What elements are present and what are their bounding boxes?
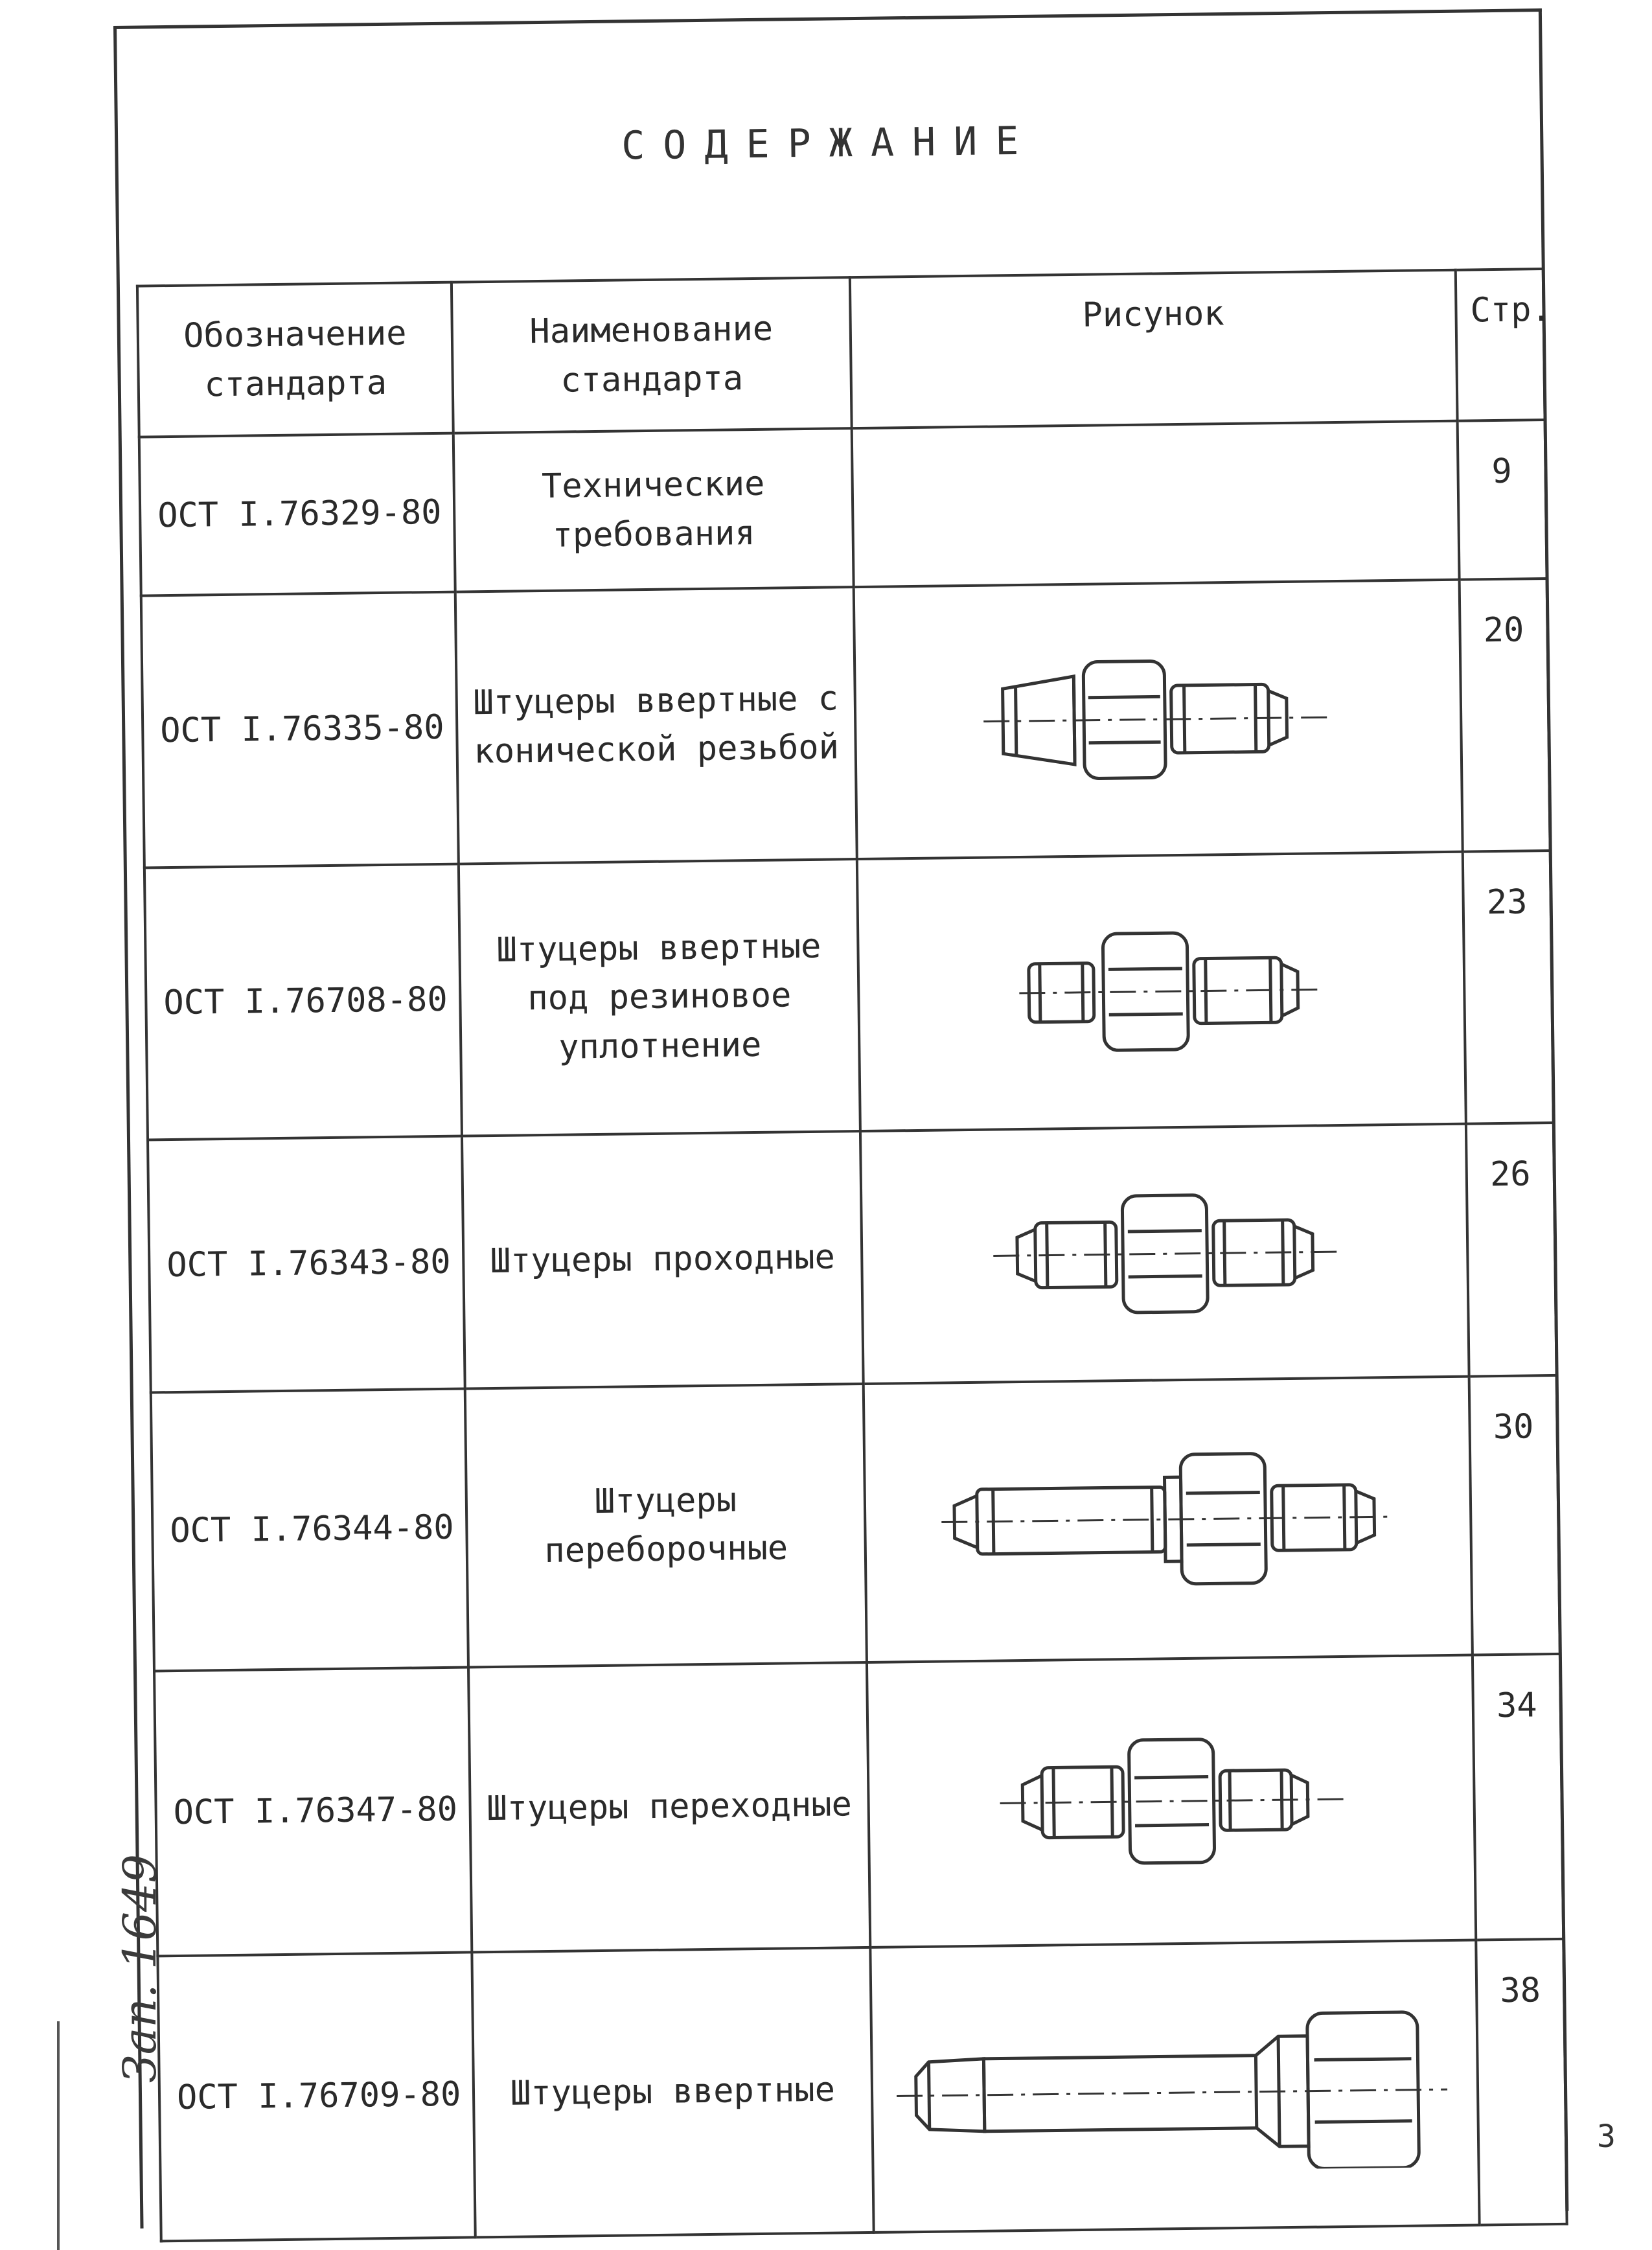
page-ref: 26 bbox=[1466, 1123, 1557, 1377]
figure-cell bbox=[860, 1124, 1469, 1384]
table-row bbox=[151, 1375, 1560, 1671]
page-ref: 9 bbox=[1458, 420, 1547, 580]
standard-name: Штуцеры переходные bbox=[468, 1662, 870, 1952]
page-number: 3 bbox=[1597, 2118, 1616, 2155]
figure-cell bbox=[870, 1940, 1479, 2233]
figure-cell-empty bbox=[852, 421, 1460, 587]
standard-code: ОСТ I.76708-80 bbox=[144, 864, 462, 1140]
reducer-fitting-drawing bbox=[989, 1715, 1354, 1888]
header-figure: Рисунок bbox=[850, 270, 1458, 428]
standard-code: ОСТ I.76335-80 bbox=[141, 592, 459, 868]
page-ref: 38 bbox=[1476, 1939, 1566, 2225]
page-ref: 20 bbox=[1460, 579, 1550, 852]
table-row bbox=[157, 1939, 1566, 2241]
header-row bbox=[137, 269, 1545, 437]
standard-name: Штуцеры ввертные под резиновое уплотнение bbox=[459, 859, 860, 1136]
header-code: Обозначение стандарта bbox=[137, 282, 453, 437]
figure-cell bbox=[857, 852, 1466, 1131]
bulkhead-fitting-drawing bbox=[934, 1432, 1402, 1607]
contents-table bbox=[136, 268, 1568, 2242]
contents-frame bbox=[113, 8, 1568, 2229]
rubber-seal-fitting-drawing bbox=[979, 905, 1344, 1078]
screw-in-fitting-drawing bbox=[889, 1999, 1461, 2174]
standard-code: ОСТ I.76709-80 bbox=[157, 1952, 475, 2241]
table-row bbox=[139, 420, 1547, 595]
standard-code: ОСТ I.76329-80 bbox=[139, 433, 455, 596]
table-row bbox=[154, 1654, 1563, 1956]
standard-name: Штуцеры ввертные с конической резьбой bbox=[455, 587, 857, 864]
table-row bbox=[144, 851, 1554, 1140]
header-name: Наименование стандарта bbox=[452, 277, 852, 433]
standard-name: Штуцеры проходные bbox=[462, 1131, 864, 1388]
standard-name: Штуцеры переборочные bbox=[465, 1384, 867, 1667]
standard-code: ОСТ I.76343-80 bbox=[148, 1136, 465, 1393]
handwritten-note: Зап. 1649 bbox=[113, 1854, 166, 2083]
figure-cell bbox=[864, 1377, 1473, 1662]
through-fitting-drawing bbox=[982, 1167, 1347, 1340]
tapered-thread-fitting-drawing bbox=[976, 633, 1340, 806]
table-row bbox=[148, 1123, 1557, 1392]
figure-cell bbox=[867, 1655, 1476, 1947]
table-row bbox=[141, 579, 1550, 867]
page-title: СОДЕРЖАНИЕ bbox=[621, 118, 1037, 169]
standard-name: Штуцеры ввертные bbox=[472, 1947, 873, 2237]
figure-cell bbox=[854, 580, 1463, 859]
page-ref: 34 bbox=[1473, 1654, 1563, 1940]
header-page: Стр. bbox=[1456, 269, 1545, 421]
page-ref: 23 bbox=[1463, 851, 1554, 1124]
standard-name: Технические требования bbox=[453, 428, 854, 591]
standard-code: ОСТ I.76344-80 bbox=[151, 1389, 468, 1671]
standard-code: ОСТ I.76347-80 bbox=[154, 1667, 472, 1956]
page-ref: 30 bbox=[1469, 1375, 1560, 1655]
binding-margin-line bbox=[57, 2021, 60, 2250]
